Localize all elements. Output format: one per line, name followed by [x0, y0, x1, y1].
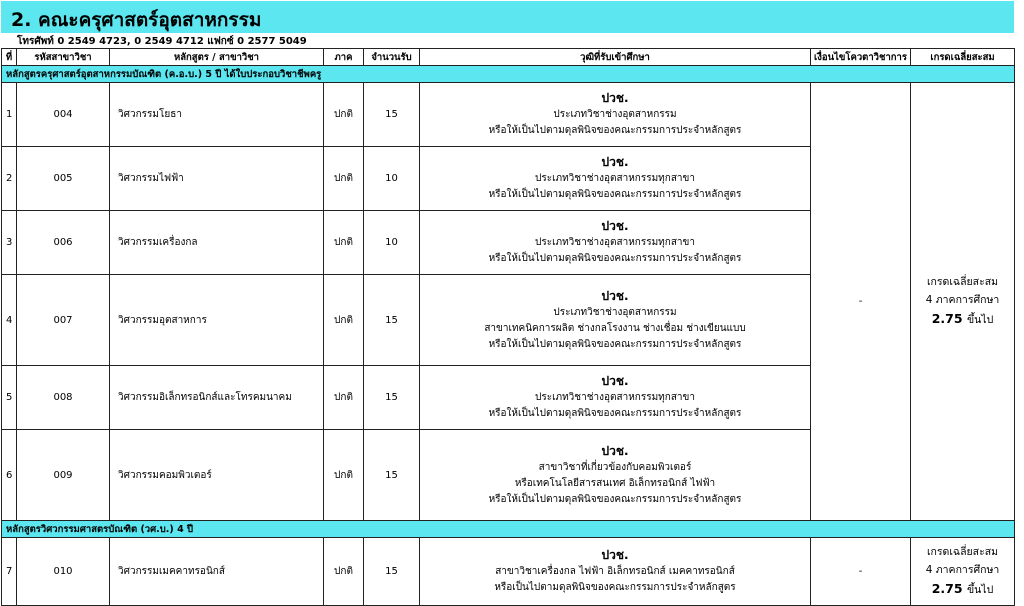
section-header-row — [2, 66, 1015, 83]
qualification-line: หรือเป็นไปตามดุลพินิจของคณะกรรมการประจำหลักสูตร — [494, 582, 736, 593]
seats: 10 — [364, 211, 420, 275]
term: ปกติ — [324, 83, 364, 147]
faculty-title: 2. คณะครุศาสตร์อุตสาหกรรม — [11, 9, 262, 31]
program-code: 007 — [17, 275, 110, 366]
qualification-line: หรือให้เป็นไปตามดุลพินิจของคณะกรรมการประจำหลักสูตร — [488, 493, 742, 505]
gpa-terms: 4 ภาคการศึกษา — [925, 564, 1000, 576]
qualification-line: สาขาวิชาเครื่องกล ไฟฟ้า อิเล็กทรอนิกส์ เมคคาทรอนิกส์ — [495, 566, 735, 577]
qualification-line: หรือให้เป็นไปตามดุลพินิจของคณะกรรมการประจำหลักสูตร — [488, 338, 742, 350]
table-header-row — [2, 49, 1015, 66]
program-name: วิศวกรรมเครื่องกล — [110, 211, 324, 275]
term: ปกติ — [324, 275, 364, 366]
quota-condition: - — [811, 83, 911, 521]
gpa-requirement — [911, 83, 1015, 521]
program-name: วิศวกรรมเมคคาทรอนิกส์ — [110, 538, 324, 606]
qualification — [420, 211, 811, 275]
qualification-line: ประเภทวิชาช่างอุตสาหกรรมทุกสาขา — [534, 237, 695, 248]
term: ปกติ — [324, 366, 364, 430]
header-qualification: วุฒิที่รับเข้าศึกษา — [420, 49, 811, 66]
program-name: วิศวกรรมโยธา — [110, 83, 324, 147]
gpa-terms: 4 ภาคการศึกษา — [925, 294, 1000, 306]
program-name: วิศวกรรมไฟฟ้า — [110, 147, 324, 211]
gpa-threshold — [911, 309, 1014, 330]
seats: 15 — [364, 538, 420, 606]
header-gpa: เกรดเฉลี่ยสะสม — [911, 49, 1015, 66]
program-code: 006 — [17, 211, 110, 275]
qualification-certificate: ปวช. — [601, 219, 629, 233]
admission-table — [1, 48, 1015, 606]
gpa-threshold — [911, 579, 1014, 600]
program-code: 010 — [17, 538, 110, 606]
seats: 15 — [364, 275, 420, 366]
seats: 15 — [364, 430, 420, 521]
row-number: 4 — [2, 275, 17, 366]
gpa-suffix: ขึ้นไป — [966, 314, 994, 326]
qualification-line: หรือให้เป็นไปตามดุลพินิจของคณะกรรมการประจำหลักสูตร — [488, 253, 742, 264]
gpa-label: เกรดเฉลี่ยสะสม — [926, 546, 999, 558]
section-header-row — [2, 521, 1015, 538]
qualification — [420, 147, 811, 211]
gpa-value: 2.75 — [931, 311, 963, 326]
gpa-label: เกรดเฉลี่ยสะสม — [926, 276, 999, 288]
qualification-line: ประเภทวิชาช่างอุตสาหกรรม — [553, 109, 677, 120]
qualification-certificate: ปวช. — [601, 374, 629, 388]
qualification — [420, 538, 811, 606]
qualification-certificate: ปวช. — [601, 548, 629, 562]
qualification-certificate: ปวช. — [601, 443, 629, 458]
qualification-certificate: ปวช. — [601, 155, 629, 169]
program-code: 004 — [17, 83, 110, 147]
seats: 15 — [364, 83, 420, 147]
header-term: ภาค — [324, 49, 364, 66]
qualification-line: สาขาเทคนิคการผลิต ช่างกลโรงงาน ช่างเชื่อม ช่างเขียนแบบ — [484, 322, 746, 334]
row-number: 5 — [2, 366, 17, 430]
qualification-certificate: ปวช. — [601, 91, 629, 105]
program-name: วิศวกรรมอิเล็กทรอนิกส์และโทรคมนาคม — [110, 366, 324, 430]
row-number: 7 — [2, 538, 17, 606]
gpa-requirement — [911, 538, 1015, 606]
row-number: 2 — [2, 147, 17, 211]
header-no: ที่ — [2, 49, 17, 66]
section-title: หลักสูตรวิศวกรรมศาสตรบัณฑิต (วศ.บ.) 4 ปี — [2, 521, 1015, 538]
gpa-value: 2.75 — [931, 581, 963, 596]
qualification-line: หรือให้เป็นไปตามดุลพินิจของคณะกรรมการประจำหลักสูตร — [488, 189, 742, 200]
term: ปกติ — [324, 211, 364, 275]
program-name: วิศวกรรมอุตสาหการ — [110, 275, 324, 366]
qualification-line: หรือเทคโนโลยีสารสนเทศ อิเล็กทรอนิกส์ ไฟฟ้า — [514, 477, 716, 489]
contact-info: โทรศัพท์ 0 2549 4723, 0 2549 4712 แฟกซ์ 0 2577 5049 — [17, 36, 307, 47]
faculty-title-bar — [1, 1, 1014, 33]
quota-condition: - — [811, 538, 911, 606]
qualification-line: หรือให้เป็นไปตามดุลพินิจของคณะกรรมการประจำหลักสูตร — [488, 408, 742, 419]
qualification-line: สาขาวิชาที่เกี่ยวข้องกับคอมพิวเตอร์ — [538, 461, 692, 473]
row-number: 3 — [2, 211, 17, 275]
term: ปกติ — [324, 538, 364, 606]
section-title: หลักสูตรครุศาสตร์อุตสาหกรรมบัณฑิต (ค.อ.บ.) 5 ปี ได้ใบประกอบวิชาชีพครู — [2, 66, 1015, 83]
term: ปกติ — [324, 147, 364, 211]
program-name: วิศวกรรมคอมพิวเตอร์ — [110, 430, 324, 521]
qualification — [420, 366, 811, 430]
program-code: 008 — [17, 366, 110, 430]
program-code: 005 — [17, 147, 110, 211]
seats: 15 — [364, 366, 420, 430]
header-seats: จำนวนรับ — [364, 49, 420, 66]
qualification — [420, 430, 811, 521]
qualification-line: ประเภทวิชาช่างอุตสาหกรรม — [553, 306, 677, 318]
term: ปกติ — [324, 430, 364, 521]
qualification-line: ประเภทวิชาช่างอุตสาหกรรมทุกสาขา — [534, 173, 695, 184]
header-code: รหัสสาขาวิชา — [17, 49, 110, 66]
row-number: 6 — [2, 430, 17, 521]
qualification-line: หรือให้เป็นไปตามดุลพินิจของคณะกรรมการประจำหลักสูตร — [488, 125, 742, 136]
qualification — [420, 83, 811, 147]
qualification — [420, 275, 811, 366]
gpa-suffix: ขึ้นไป — [966, 584, 994, 596]
header-quota: เงื่อนไขโควตาวิชาการ — [811, 49, 911, 66]
table-row — [2, 83, 1015, 147]
header-program: หลักสูตร / สาขาวิชา — [110, 49, 324, 66]
seats: 10 — [364, 147, 420, 211]
qualification-line: ประเภทวิชาช่างอุตสาหกรรมทุกสาขา — [534, 392, 695, 403]
row-number: 1 — [2, 83, 17, 147]
program-code: 009 — [17, 430, 110, 521]
qualification-certificate: ปวช. — [601, 288, 629, 303]
table-row — [2, 538, 1015, 606]
